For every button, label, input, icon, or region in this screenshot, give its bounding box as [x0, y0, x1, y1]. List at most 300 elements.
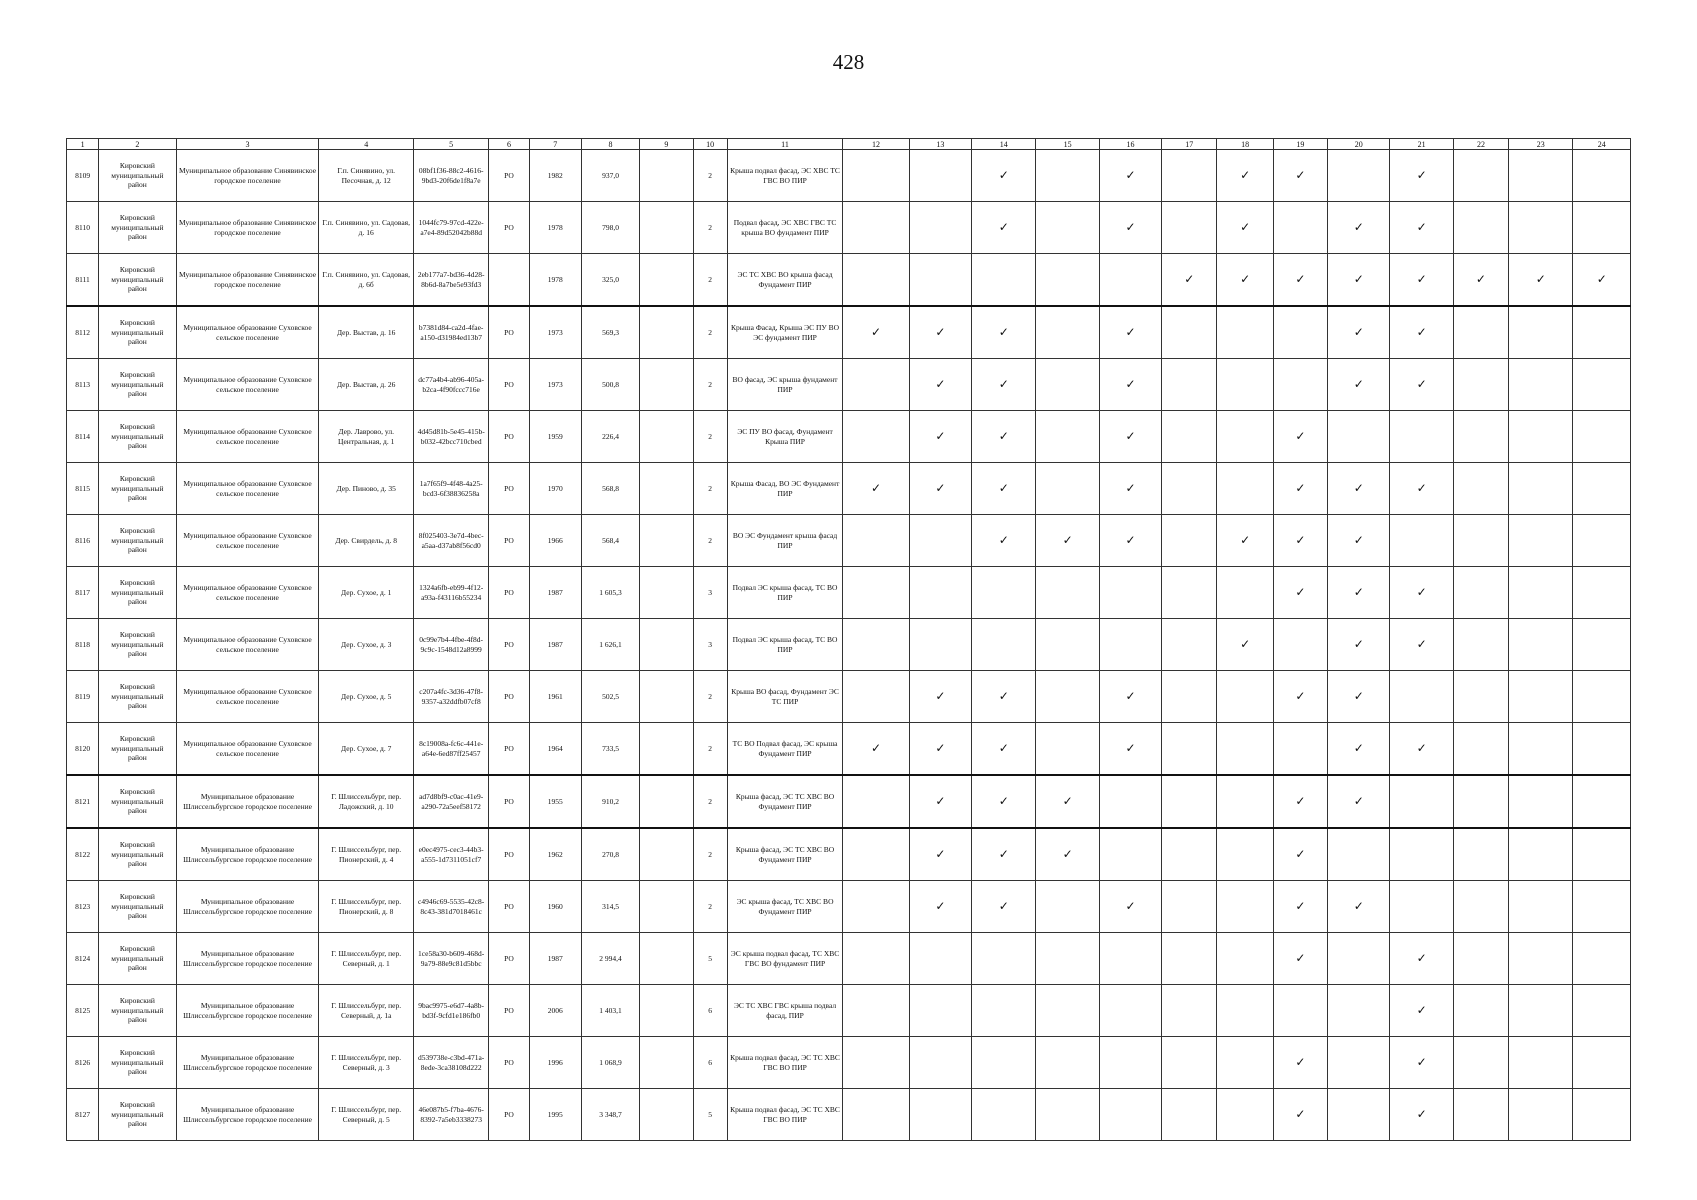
work-col-21-cell [1390, 933, 1453, 985]
work-col-16-cell [1099, 828, 1161, 881]
area-cell: 910,2 [581, 775, 639, 828]
work-col-20-cell [1328, 515, 1390, 567]
works-cell: Подвал фасад, ЭС ХВС ГВС ТС крыша ВО фундамент ПИР [727, 202, 843, 254]
year-cell: 1973 [529, 359, 581, 411]
work-col-18-cell [1217, 828, 1273, 881]
area-cell: 1 068,9 [581, 1037, 639, 1089]
district-cell: Кировский муниципальный район [99, 359, 176, 411]
work-col-18-cell [1217, 619, 1273, 671]
work-col-20-cell [1328, 150, 1390, 202]
work-col-15-cell [1036, 1089, 1099, 1141]
column-header-4: 4 [319, 139, 414, 150]
work-col-17-cell [1162, 723, 1217, 776]
address-cell: Г. Шлиссельбург, пер. Северный, д. 1 [319, 933, 414, 985]
floors-cell: 2 [693, 881, 727, 933]
work-col-14-cell [972, 515, 1036, 567]
work-col-24-cell [1573, 933, 1631, 985]
work-col-15-cell [1036, 150, 1099, 202]
row-number: 8110 [67, 202, 99, 254]
work-col-21-cell [1390, 775, 1453, 828]
work-col-14-cell [972, 1037, 1036, 1089]
check-mark-icon: ✓ [935, 689, 946, 704]
work-col-22-cell [1453, 671, 1508, 723]
work-col-17-cell [1162, 515, 1217, 567]
row-number: 8112 [67, 306, 99, 359]
work-col-18-cell [1217, 1037, 1273, 1089]
address-cell: Г. Шлиссельбург, пер. Пионерский, д. 8 [319, 881, 414, 933]
floors-cell: 2 [693, 202, 727, 254]
table-row [67, 463, 1631, 515]
work-col-13-cell [909, 150, 971, 202]
check-mark-icon: ✓ [1125, 377, 1136, 392]
floors-cell: 2 [693, 671, 727, 723]
district-cell: Кировский муниципальный район [99, 775, 176, 828]
works-cell: ЭС ПУ ВО фасад, Фундамент Крыша ПИР [727, 411, 843, 463]
work-col-17-cell [1162, 985, 1217, 1037]
area-cell: 937,0 [581, 150, 639, 202]
address-cell: Дер. Свирдель, д. 8 [319, 515, 414, 567]
work-col-18-cell [1217, 150, 1273, 202]
work-col-15-cell [1036, 671, 1099, 723]
work-col-21-cell [1390, 567, 1453, 619]
work-col-13-cell [909, 775, 971, 828]
work-col-14-cell [972, 985, 1036, 1037]
work-col-17-cell [1162, 671, 1217, 723]
year-cell: 1978 [529, 202, 581, 254]
column-header-10: 10 [693, 139, 727, 150]
check-mark-icon: ✓ [935, 377, 946, 392]
column-header-19: 19 [1273, 139, 1327, 150]
work-col-22-cell [1453, 515, 1508, 567]
table-body [67, 150, 1631, 1141]
work-col-15-cell [1036, 723, 1099, 776]
row-number: 8111 [67, 254, 99, 307]
building-id-cell: e0ec4975-cec3-44b3-a555-1d7311051cf7 [413, 828, 488, 881]
work-col-15-cell [1036, 463, 1099, 515]
area-cell: 3 348,7 [581, 1089, 639, 1141]
work-col-12-cell [843, 463, 909, 515]
column-header-16: 16 [1099, 139, 1161, 150]
work-col-24-cell [1573, 463, 1631, 515]
work-col-22-cell [1453, 202, 1508, 254]
work-col-12-cell [843, 306, 909, 359]
work-col-12-cell [843, 567, 909, 619]
municipality-cell: Муниципальное образование Суховское сельское поселение [176, 619, 319, 671]
check-mark-icon: ✓ [1295, 951, 1306, 966]
check-mark-icon: ✓ [1416, 741, 1427, 756]
table-row [67, 671, 1631, 723]
work-col-13-cell [909, 463, 971, 515]
work-col-15-cell [1036, 828, 1099, 881]
work-col-14-cell [972, 254, 1036, 307]
row-number: 8127 [67, 1089, 99, 1141]
work-col-21-cell [1390, 619, 1453, 671]
work-col-24-cell [1573, 881, 1631, 933]
col9-cell [640, 619, 693, 671]
work-col-14-cell [972, 359, 1036, 411]
work-col-13-cell [909, 881, 971, 933]
check-mark-icon: ✓ [871, 325, 882, 340]
work-col-19-cell [1273, 254, 1327, 307]
work-col-14-cell [972, 671, 1036, 723]
district-cell: Кировский муниципальный район [99, 828, 176, 881]
work-col-23-cell [1509, 723, 1573, 776]
col9-cell [640, 567, 693, 619]
work-col-19-cell [1273, 463, 1327, 515]
municipality-cell: Муниципальное образование Суховское сельское поселение [176, 463, 319, 515]
row-number: 8122 [67, 828, 99, 881]
work-col-15-cell [1036, 411, 1099, 463]
district-cell: Кировский муниципальный район [99, 254, 176, 307]
column-header-14: 14 [972, 139, 1036, 150]
check-mark-icon: ✓ [871, 481, 882, 496]
work-col-23-cell [1509, 828, 1573, 881]
form-cell: РО [489, 1089, 529, 1141]
work-col-15-cell [1036, 515, 1099, 567]
work-col-17-cell [1162, 933, 1217, 985]
work-col-23-cell [1509, 306, 1573, 359]
year-cell: 1960 [529, 881, 581, 933]
check-mark-icon: ✓ [1125, 899, 1136, 914]
work-col-19-cell [1273, 985, 1327, 1037]
check-mark-icon: ✓ [1353, 533, 1364, 548]
form-cell [489, 254, 529, 307]
building-id-cell: c207a4fc-3d36-47f8-9357-a32ddfb07cf8 [413, 671, 488, 723]
work-col-17-cell [1162, 828, 1217, 881]
district-cell: Кировский муниципальный район [99, 463, 176, 515]
check-mark-icon: ✓ [1062, 533, 1073, 548]
check-mark-icon: ✓ [1295, 585, 1306, 600]
work-col-23-cell [1509, 1037, 1573, 1089]
work-col-22-cell [1453, 1089, 1508, 1141]
floors-cell: 3 [693, 567, 727, 619]
col9-cell [640, 828, 693, 881]
work-col-14-cell [972, 202, 1036, 254]
check-mark-icon: ✓ [1416, 481, 1427, 496]
work-col-16-cell [1099, 202, 1161, 254]
building-id-cell: d539738e-c3bd-471a-8ede-3ca38108d222 [413, 1037, 488, 1089]
work-col-24-cell [1573, 985, 1631, 1037]
row-number: 8124 [67, 933, 99, 985]
check-mark-icon: ✓ [1240, 637, 1251, 652]
form-cell: РО [489, 359, 529, 411]
work-col-17-cell [1162, 150, 1217, 202]
year-cell: 2006 [529, 985, 581, 1037]
area-cell: 314,5 [581, 881, 639, 933]
work-col-22-cell [1453, 619, 1508, 671]
floors-cell: 2 [693, 150, 727, 202]
works-cell: ВО фасад, ЭС крыша фундамент ПИР [727, 359, 843, 411]
table-row [67, 775, 1631, 828]
work-col-19-cell [1273, 881, 1327, 933]
work-col-14-cell [972, 723, 1036, 776]
address-cell: Дер. Пиново, д. 35 [319, 463, 414, 515]
check-mark-icon: ✓ [1353, 481, 1364, 496]
work-col-19-cell [1273, 1089, 1327, 1141]
municipality-cell: Муниципальное образование Суховское сельское поселение [176, 567, 319, 619]
check-mark-icon: ✓ [1240, 220, 1251, 235]
work-col-12-cell [843, 202, 909, 254]
work-col-13-cell [909, 254, 971, 307]
work-col-18-cell [1217, 359, 1273, 411]
work-col-16-cell [1099, 150, 1161, 202]
work-col-17-cell [1162, 567, 1217, 619]
work-col-15-cell [1036, 567, 1099, 619]
check-mark-icon: ✓ [1416, 637, 1427, 652]
form-cell: РО [489, 1037, 529, 1089]
work-col-15-cell [1036, 985, 1099, 1037]
check-mark-icon: ✓ [1240, 272, 1251, 287]
form-cell: РО [489, 306, 529, 359]
column-header-9: 9 [640, 139, 693, 150]
col9-cell [640, 411, 693, 463]
check-mark-icon: ✓ [1353, 585, 1364, 600]
work-col-17-cell [1162, 463, 1217, 515]
work-col-21-cell [1390, 985, 1453, 1037]
work-col-20-cell [1328, 1037, 1390, 1089]
work-col-22-cell [1453, 1037, 1508, 1089]
check-mark-icon: ✓ [998, 689, 1009, 704]
work-col-24-cell [1573, 619, 1631, 671]
work-col-20-cell [1328, 359, 1390, 411]
work-col-21-cell [1390, 671, 1453, 723]
table-row [67, 150, 1631, 202]
work-col-22-cell [1453, 881, 1508, 933]
column-header-1: 1 [67, 139, 99, 150]
work-col-17-cell [1162, 254, 1217, 307]
work-col-17-cell [1162, 202, 1217, 254]
work-col-13-cell [909, 411, 971, 463]
work-col-23-cell [1509, 881, 1573, 933]
work-col-19-cell [1273, 567, 1327, 619]
work-col-18-cell [1217, 881, 1273, 933]
check-mark-icon: ✓ [1295, 689, 1306, 704]
check-mark-icon: ✓ [935, 741, 946, 756]
district-cell: Кировский муниципальный район [99, 515, 176, 567]
work-col-23-cell [1509, 671, 1573, 723]
column-header-8: 8 [581, 139, 639, 150]
check-mark-icon: ✓ [1416, 1003, 1427, 1018]
work-col-12-cell [843, 515, 909, 567]
floors-cell: 5 [693, 1089, 727, 1141]
floors-cell: 6 [693, 985, 727, 1037]
works-cell: Подвал ЭС крыша фасад, ТС ВО ПИР [727, 619, 843, 671]
building-id-cell: dc77a4b4-ab96-405a-b2ca-4f90fccc716e [413, 359, 488, 411]
col9-cell [640, 933, 693, 985]
year-cell: 1964 [529, 723, 581, 776]
row-number: 8121 [67, 775, 99, 828]
work-col-18-cell [1217, 671, 1273, 723]
work-col-19-cell [1273, 150, 1327, 202]
address-cell: Дер. Сухое, д. 1 [319, 567, 414, 619]
work-col-14-cell [972, 150, 1036, 202]
work-col-23-cell [1509, 1089, 1573, 1141]
work-col-19-cell [1273, 619, 1327, 671]
address-cell: Г. Шлиссельбург, пер. Северный, д. 3 [319, 1037, 414, 1089]
work-col-21-cell [1390, 1037, 1453, 1089]
work-col-13-cell [909, 202, 971, 254]
year-cell: 1959 [529, 411, 581, 463]
building-id-cell: 8f025403-3e7d-4bec-a5aa-d37ab8f56cd0 [413, 515, 488, 567]
work-col-13-cell [909, 1089, 971, 1141]
table-row [67, 933, 1631, 985]
work-col-12-cell [843, 985, 909, 1037]
work-col-18-cell [1217, 515, 1273, 567]
work-col-16-cell [1099, 881, 1161, 933]
work-col-19-cell [1273, 1037, 1327, 1089]
work-col-24-cell [1573, 150, 1631, 202]
form-cell: РО [489, 723, 529, 776]
work-col-23-cell [1509, 933, 1573, 985]
col9-cell [640, 515, 693, 567]
works-cell: ТС ВО Подвал фасад, ЭС крыша Фундамент ПИР [727, 723, 843, 776]
row-number: 8120 [67, 723, 99, 776]
work-col-20-cell [1328, 828, 1390, 881]
address-cell: Дер. Сухое, д. 5 [319, 671, 414, 723]
check-mark-icon: ✓ [1416, 1055, 1427, 1070]
work-col-17-cell [1162, 1089, 1217, 1141]
work-col-14-cell [972, 775, 1036, 828]
municipality-cell: Муниципальное образование Шлиссельбургское городское поселение [176, 933, 319, 985]
floors-cell: 2 [693, 463, 727, 515]
work-col-24-cell [1573, 411, 1631, 463]
row-number: 8123 [67, 881, 99, 933]
work-col-20-cell [1328, 775, 1390, 828]
work-col-19-cell [1273, 515, 1327, 567]
form-cell: РО [489, 567, 529, 619]
check-mark-icon: ✓ [1596, 272, 1607, 287]
work-col-13-cell [909, 671, 971, 723]
work-col-21-cell [1390, 150, 1453, 202]
address-cell: Дер. Выстав, д. 16 [319, 306, 414, 359]
work-col-20-cell [1328, 1089, 1390, 1141]
area-cell: 1 605,3 [581, 567, 639, 619]
column-header-11: 11 [727, 139, 843, 150]
work-col-24-cell [1573, 1037, 1631, 1089]
work-col-19-cell [1273, 828, 1327, 881]
works-cell: Крыша фасад, ЭС ТС ХВС ВО Фундамент ПИР [727, 828, 843, 881]
municipality-cell: Муниципальное образование Шлиссельбургское городское поселение [176, 775, 319, 828]
col9-cell [640, 671, 693, 723]
work-col-15-cell [1036, 1037, 1099, 1089]
building-id-cell: c4946c69-5535-42c8-8c43-381d7018461c [413, 881, 488, 933]
check-mark-icon: ✓ [1535, 272, 1546, 287]
work-col-13-cell [909, 306, 971, 359]
column-header-20: 20 [1328, 139, 1390, 150]
work-col-19-cell [1273, 359, 1327, 411]
municipality-cell: Муниципальное образование Суховское сельское поселение [176, 515, 319, 567]
year-cell: 1966 [529, 515, 581, 567]
work-col-13-cell [909, 567, 971, 619]
work-col-15-cell [1036, 775, 1099, 828]
check-mark-icon: ✓ [1125, 220, 1136, 235]
column-header-23: 23 [1509, 139, 1573, 150]
work-col-12-cell [843, 254, 909, 307]
year-cell: 1962 [529, 828, 581, 881]
work-col-14-cell [972, 881, 1036, 933]
municipality-cell: Муниципальное образование Шлиссельбургское городское поселение [176, 1089, 319, 1141]
check-mark-icon: ✓ [1240, 168, 1251, 183]
building-id-cell: 8c19008a-fc6c-441e-a64e-6ed87ff25457 [413, 723, 488, 776]
column-header-18: 18 [1217, 139, 1273, 150]
work-col-13-cell [909, 723, 971, 776]
work-col-21-cell [1390, 359, 1453, 411]
area-cell: 2 994,4 [581, 933, 639, 985]
work-col-16-cell [1099, 254, 1161, 307]
floors-cell: 5 [693, 933, 727, 985]
floors-cell: 2 [693, 828, 727, 881]
check-mark-icon: ✓ [998, 794, 1009, 809]
work-col-20-cell [1328, 723, 1390, 776]
building-id-cell: 46e087b5-f7ba-4676-8392-7a5eb3338273 [413, 1089, 488, 1141]
work-col-12-cell [843, 1089, 909, 1141]
district-cell: Кировский муниципальный район [99, 723, 176, 776]
work-col-13-cell [909, 619, 971, 671]
work-col-15-cell [1036, 619, 1099, 671]
works-cell: Подвал ЭС крыша фасад, ТС ВО ПИР [727, 567, 843, 619]
municipality-cell: Муниципальное образование Суховское сельское поселение [176, 671, 319, 723]
work-col-15-cell [1036, 933, 1099, 985]
form-cell: РО [489, 881, 529, 933]
year-cell: 1955 [529, 775, 581, 828]
col9-cell [640, 723, 693, 776]
check-mark-icon: ✓ [1295, 1107, 1306, 1122]
form-cell: РО [489, 463, 529, 515]
table-row [67, 515, 1631, 567]
work-col-18-cell [1217, 306, 1273, 359]
col9-cell [640, 881, 693, 933]
column-header-24: 24 [1573, 139, 1631, 150]
year-cell: 1978 [529, 254, 581, 307]
table-row [67, 828, 1631, 881]
work-col-14-cell [972, 463, 1036, 515]
work-col-14-cell [972, 828, 1036, 881]
work-col-22-cell [1453, 411, 1508, 463]
work-col-14-cell [972, 306, 1036, 359]
work-col-24-cell [1573, 515, 1631, 567]
work-col-14-cell [972, 1089, 1036, 1141]
check-mark-icon: ✓ [998, 899, 1009, 914]
check-mark-icon: ✓ [998, 847, 1009, 862]
area-cell: 798,0 [581, 202, 639, 254]
work-col-18-cell [1217, 933, 1273, 985]
work-col-16-cell [1099, 359, 1161, 411]
municipality-cell: Муниципальное образование Шлиссельбургское городское поселение [176, 881, 319, 933]
check-mark-icon: ✓ [1416, 272, 1427, 287]
building-id-cell: 2eb177a7-bd36-4d28-8b6d-8a7be5e93fd3 [413, 254, 488, 307]
work-col-16-cell [1099, 775, 1161, 828]
check-mark-icon: ✓ [998, 377, 1009, 392]
check-mark-icon: ✓ [1353, 220, 1364, 235]
work-col-16-cell [1099, 723, 1161, 776]
work-col-12-cell [843, 411, 909, 463]
area-cell: 568,8 [581, 463, 639, 515]
area-cell: 568,4 [581, 515, 639, 567]
address-cell: Г. Шлиссельбург, пер. Ладожский, д. 10 [319, 775, 414, 828]
check-mark-icon: ✓ [1353, 325, 1364, 340]
floors-cell: 2 [693, 515, 727, 567]
work-col-22-cell [1453, 463, 1508, 515]
district-cell: Кировский муниципальный район [99, 1037, 176, 1089]
municipality-cell: Муниципальное образование Суховское сельское поселение [176, 306, 319, 359]
work-col-22-cell [1453, 985, 1508, 1037]
area-cell: 569,3 [581, 306, 639, 359]
works-cell: ЭС крыша подвал фасад, ТС ХВС ГВС ВО фундамент ПИР [727, 933, 843, 985]
table-row [67, 985, 1631, 1037]
work-col-21-cell [1390, 515, 1453, 567]
work-col-16-cell [1099, 567, 1161, 619]
address-cell: Г. Шлиссельбург, пер. Северный, д. 1а [319, 985, 414, 1037]
